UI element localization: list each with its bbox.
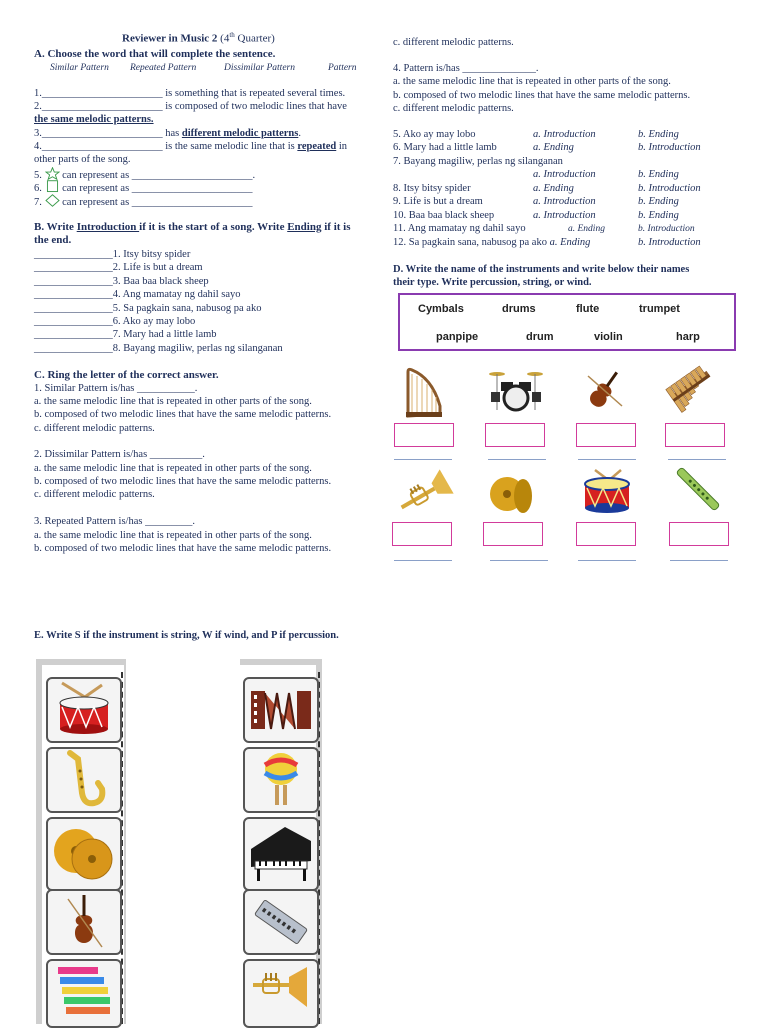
list-item: _______________6. Ako ay may lobo — [34, 316, 196, 327]
option-b: b. composed of two melodic lines that have the same melodic patterns. — [34, 409, 332, 420]
question-a3: 3._______________________ has different melodic patterns. — [34, 128, 301, 139]
question-c2: 2. Dissimilar Pattern is/has __________. — [34, 449, 205, 460]
page-title: Reviewer in Music 2 (4th Quarter) — [122, 31, 275, 45]
word-bank-item: panpipe — [436, 331, 479, 343]
harp-icon — [402, 366, 446, 420]
option-b: b. Introduction — [638, 237, 701, 248]
list-item: _______________2. Life is but a dream — [34, 262, 203, 273]
question-a2: 2._______________________ is composed of two melodic lines that have — [34, 101, 347, 112]
option-b: b. Introduction — [638, 224, 695, 234]
question-a1: 1._______________________ is something that is repeated several times. — [34, 88, 346, 99]
option-c: c. different melodic patterns. — [393, 103, 514, 114]
option-b: b. Ending — [638, 129, 679, 140]
flute-icon — [672, 462, 724, 516]
option-a: a. Introduction — [533, 129, 596, 140]
choice-similar: Similar Pattern — [50, 63, 109, 73]
answer-blank[interactable] — [394, 560, 452, 561]
instrument-card — [46, 747, 122, 813]
word-bank-item: harp — [676, 331, 700, 343]
drum-set-icon — [487, 366, 545, 414]
violin-icon — [48, 891, 120, 953]
option-a: a. Introduction — [533, 169, 596, 180]
option-a: a. the same melodic line that is repeated in other parts of the song. — [393, 76, 671, 87]
option-a: a. Introduction — [533, 210, 596, 221]
answer-blank[interactable] — [670, 560, 728, 561]
instrument-card — [243, 677, 319, 743]
question-a4: 4._______________________ is the same melodic line that is repeated in — [34, 141, 348, 152]
drum-icon — [48, 679, 120, 741]
list-item: _______________8. Bayang magiliw, perlas ng silanganan — [34, 343, 283, 354]
answer-blank[interactable] — [668, 459, 726, 460]
trumpet-icon — [394, 468, 456, 520]
question-a5: 5. can represent as _______________________. — [34, 167, 255, 182]
section-b-heading: B. Write Introduction if it is the start of a song. Write Ending if it is — [34, 221, 351, 233]
question-c6: 6. Mary had a little lamb — [393, 142, 497, 153]
diamond-icon — [45, 194, 60, 207]
question-a2-cont: the same melodic patterns. — [34, 114, 154, 125]
option-c: c. different melodic patterns. — [34, 489, 155, 500]
panpipe-icon — [663, 364, 723, 416]
option-a: a. Ending — [533, 142, 574, 153]
question-c9: 9. Life is but a dream — [393, 196, 483, 207]
question-c3: 3. Repeated Pattern is/has _________. — [34, 516, 195, 527]
answer-blank[interactable] — [394, 459, 452, 460]
list-item: _______________5. Sa pagkain sana, nabusog pa ako — [34, 303, 262, 314]
cymbals-icon — [487, 472, 535, 518]
option-a: a. the same melodic line that is repeated in other parts of the song. — [34, 530, 312, 541]
instrument-card — [243, 747, 319, 813]
word-bank-item: flute — [576, 303, 600, 315]
instrument-card — [46, 677, 122, 743]
answer-box[interactable] — [576, 522, 636, 546]
section-d-heading: D. Write the name of the instruments and write below their names — [393, 264, 690, 275]
answer-box[interactable] — [576, 423, 636, 447]
option-a: a. Introduction — [533, 196, 596, 207]
word-bank-item: violin — [594, 331, 623, 343]
answer-box[interactable] — [669, 522, 729, 546]
question-a6: 6. can represent as _______________________ — [34, 180, 253, 195]
choice-repeated: Repeated Pattern — [130, 63, 197, 73]
piano-icon — [245, 819, 317, 889]
section-d-heading-cont: their type. Write percussion, string, or wind. — [393, 277, 592, 288]
violin-icon — [580, 366, 626, 418]
option-a: a. Ending — [533, 183, 574, 194]
option-b: b. Ending — [638, 196, 679, 207]
option-b: b. Ending — [638, 169, 679, 180]
instrument-card — [243, 817, 319, 891]
instrument-card — [46, 889, 122, 955]
option-b: b. Introduction — [638, 183, 701, 194]
option-a: a. the same melodic line that is repeated in other parts of the song. — [34, 463, 312, 474]
list-item: _______________3. Baa baa black sheep — [34, 276, 209, 287]
section-c-heading: C. Ring the letter of the correct answer. — [34, 369, 219, 381]
option-b: b. composed of two melodic lines that have the same melodic patterns. — [34, 543, 332, 554]
question-c7: 7. Bayang magiliw, perlas ng silanganan — [393, 156, 563, 167]
option-c: c. different melodic patterns. — [34, 423, 155, 434]
option-b: b. composed of two melodic lines that have the same melodic patterns. — [393, 90, 691, 101]
option-c: c. different melodic patterns. — [393, 37, 514, 48]
answer-box[interactable] — [665, 423, 725, 447]
option-a: a. Ending — [568, 224, 605, 234]
question-c12: 12. Sa pagkain sana, nabusog pa ako a. Ending — [393, 237, 591, 248]
section-a-heading: A. Choose the word that will complete the sentence. — [34, 48, 276, 60]
question-c1: 1. Similar Pattern is/has ___________. — [34, 383, 198, 394]
option-b: b. Introduction — [638, 142, 701, 153]
instrument-card — [46, 959, 122, 1028]
question-a7: 7. can represent as _______________________ — [34, 194, 253, 209]
answer-blank[interactable] — [488, 459, 546, 460]
cymbals-icon — [48, 819, 120, 889]
word-bank-item: trumpet — [639, 303, 680, 315]
question-c11: 11. Ang mamatay ng dahil sayo — [393, 223, 526, 234]
choice-dissimilar: Dissimilar Pattern — [224, 63, 295, 73]
question-a4-cont: other parts of the song. — [34, 154, 131, 165]
option-a: a. the same melodic line that is repeated in other parts of the song. — [34, 396, 312, 407]
answer-box[interactable] — [392, 522, 452, 546]
answer-box[interactable] — [394, 423, 454, 447]
list-item: _______________1. Itsy bitsy spider — [34, 249, 191, 260]
answer-blank[interactable] — [578, 459, 636, 460]
question-c10: 10. Baa baa black sheep — [393, 210, 495, 221]
answer-box[interactable] — [485, 423, 545, 447]
list-item: _______________4. Ang mamatay ng dahil sayo — [34, 289, 241, 300]
answer-blank[interactable] — [490, 560, 548, 561]
word-bank-item: Cymbals — [418, 303, 464, 315]
choice-pattern: Pattern — [328, 63, 357, 73]
accordion-icon — [245, 679, 317, 741]
answer-box[interactable] — [483, 522, 543, 546]
trumpet-icon — [245, 961, 317, 1026]
instrument-card — [243, 959, 319, 1028]
section-e-heading: E. Write S if the instrument is string, W if wind, and P if percussion. — [34, 630, 339, 641]
drum-icon — [581, 468, 633, 516]
question-c8: 8. Itsy bitsy spider — [393, 183, 471, 194]
maracas-icon — [245, 749, 317, 811]
question-c5: 5. Ako ay may lobo — [393, 129, 476, 140]
section-b-heading-cont: the end. — [34, 234, 72, 246]
saxophone-icon — [48, 749, 120, 811]
option-b: b. Ending — [638, 210, 679, 221]
xylophone-icon — [48, 961, 120, 1026]
word-bank-item: drum — [526, 331, 554, 343]
answer-blank[interactable] — [578, 560, 636, 561]
square-icon — [45, 180, 60, 193]
instrument-card — [46, 817, 122, 891]
instrument-card — [243, 889, 319, 955]
question-c4: 4. Pattern is/has ______________. — [393, 63, 539, 74]
list-item: _______________7. Mary had a little lamb — [34, 329, 217, 340]
word-bank-item: drums — [502, 303, 536, 315]
star-icon — [45, 167, 60, 180]
option-b: b. composed of two melodic lines that have the same melodic patterns. — [34, 476, 332, 487]
harmonica-icon — [245, 891, 317, 953]
